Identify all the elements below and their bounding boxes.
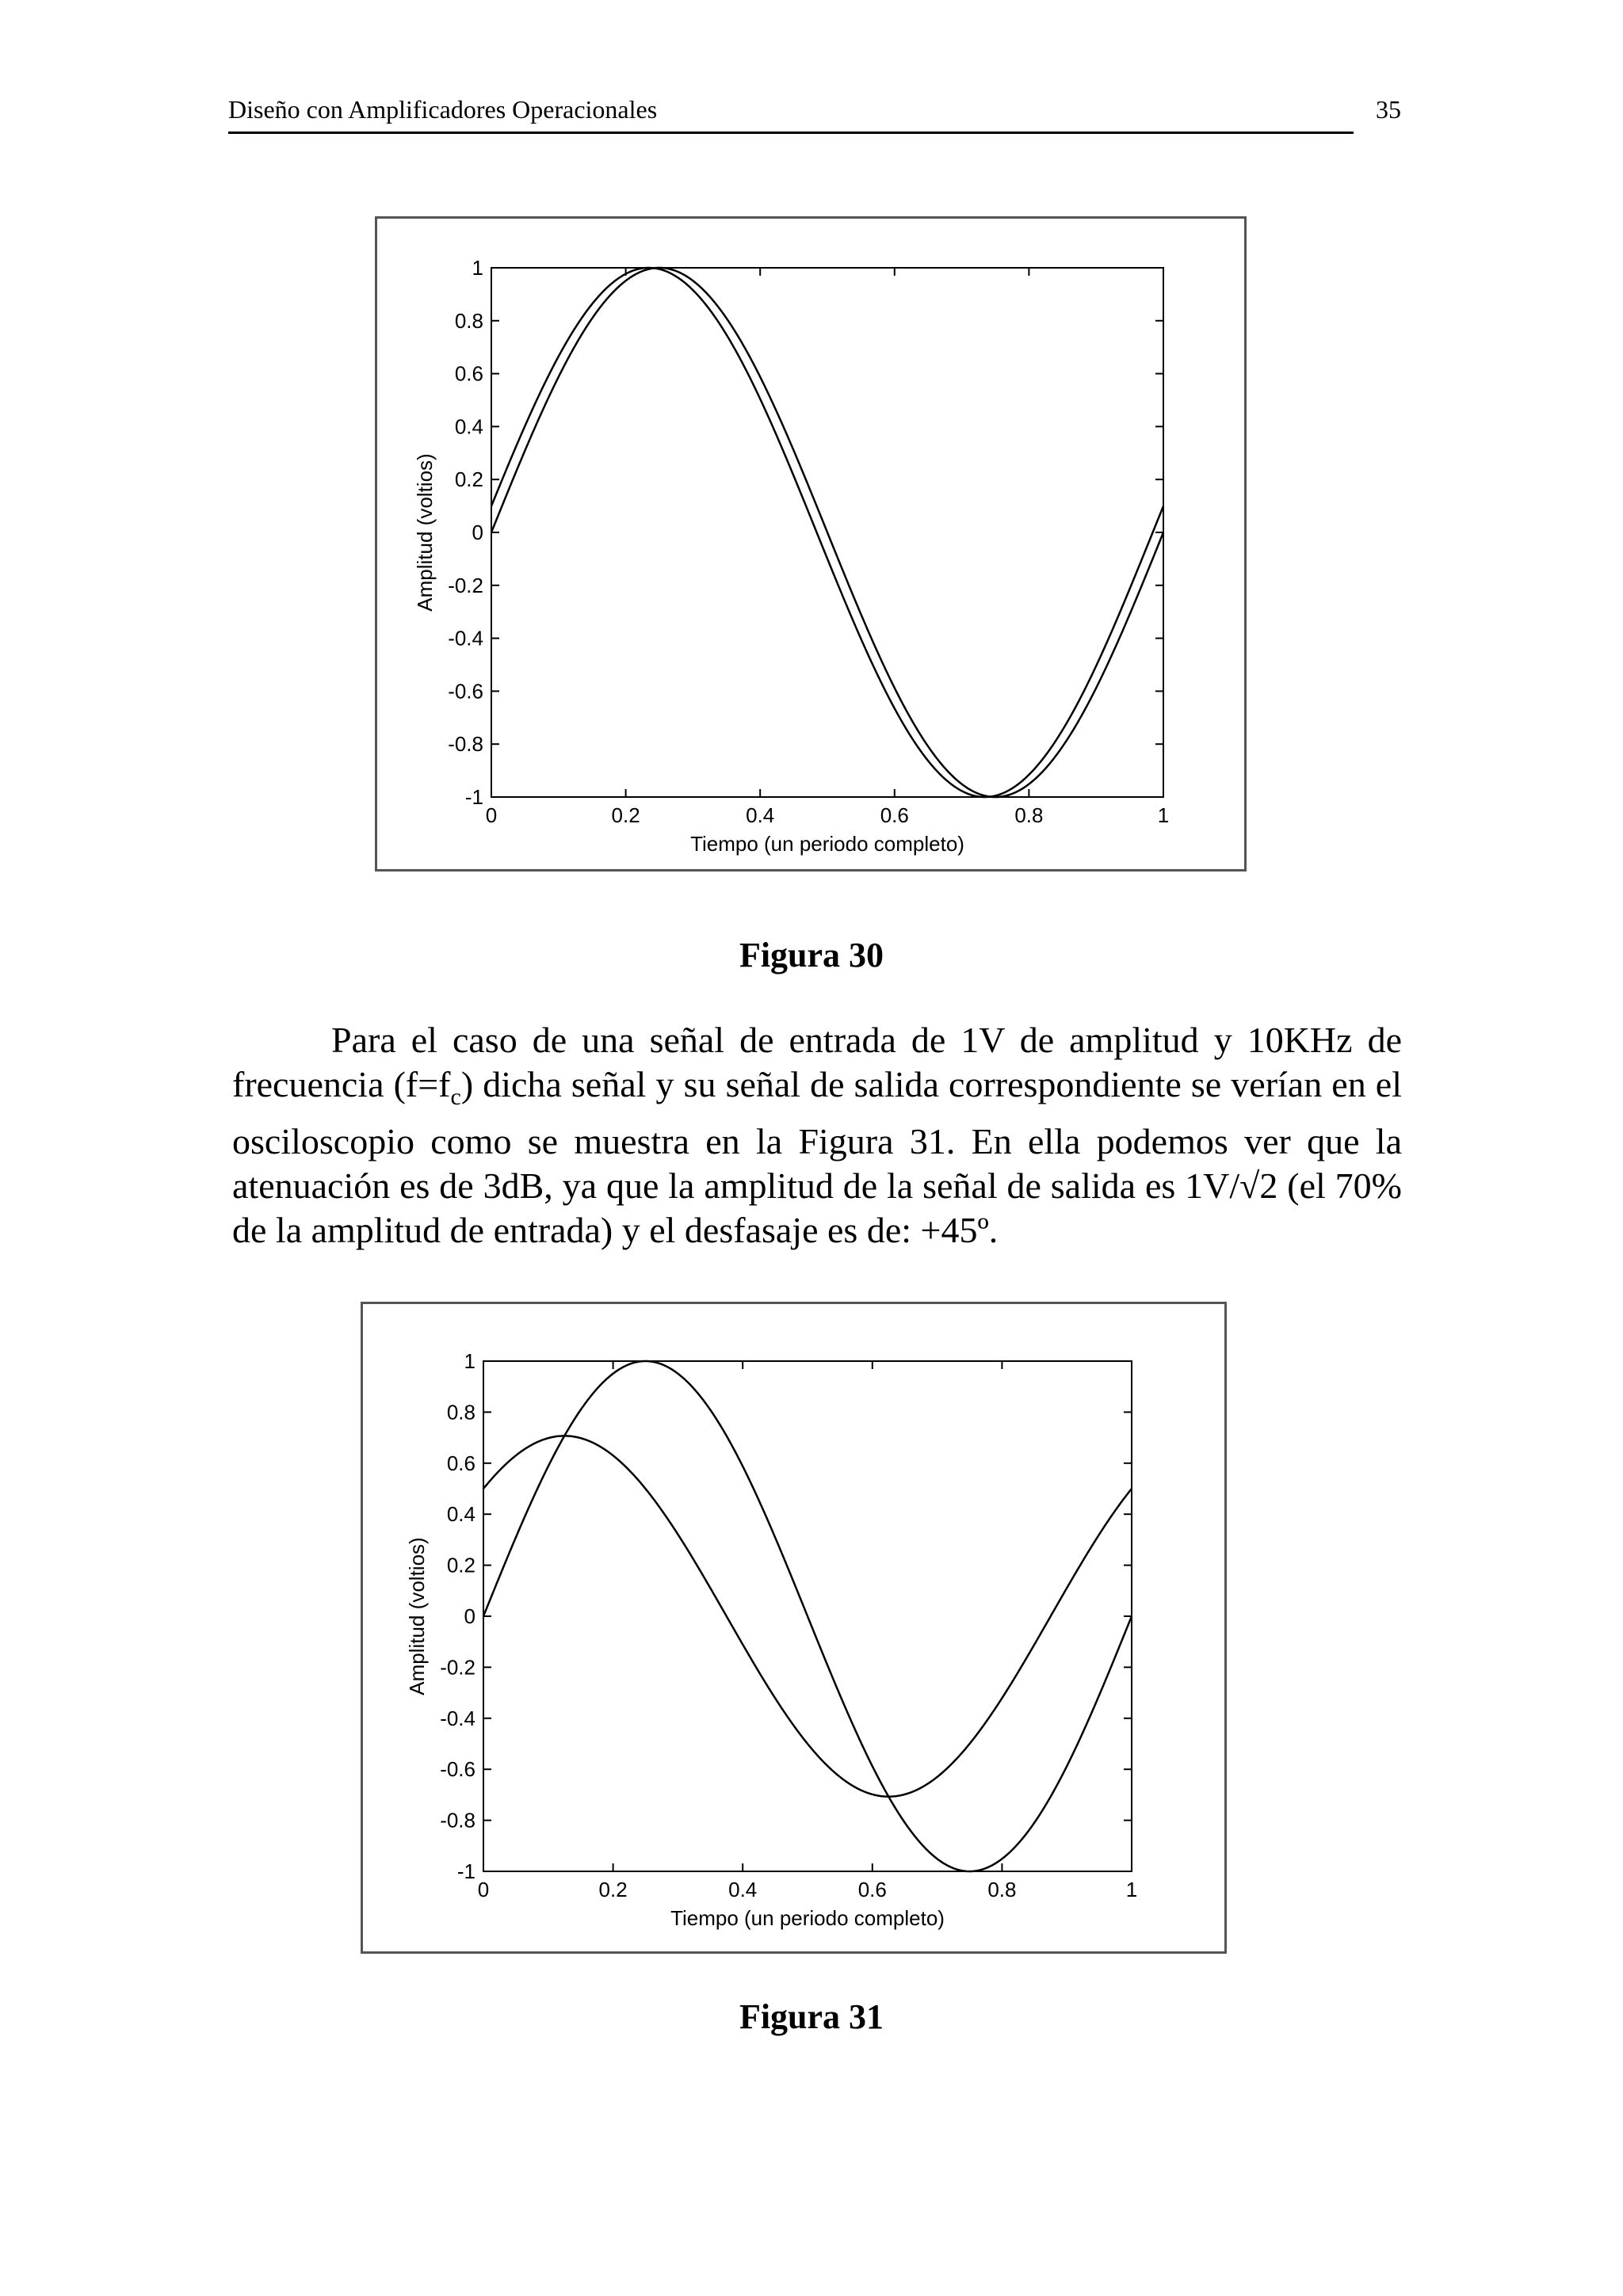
fig31-y-axis-label: Amplitud (voltios) xyxy=(405,1537,429,1695)
fig31-x-tick-label: 0 xyxy=(477,1878,490,1901)
fig30-x-tick-label: 0.2 xyxy=(611,803,640,827)
header-title: Diseño con Amplificadores Operacionales xyxy=(228,95,658,124)
fig30-y-tick-label: 0.6 xyxy=(454,361,483,386)
fig31-x-tick-label: 0.6 xyxy=(857,1878,887,1901)
fig31-x-tick-label: 0.8 xyxy=(987,1878,1017,1901)
figure-30-frame xyxy=(375,216,1247,871)
page-header xyxy=(228,95,1401,135)
fig31-x-tick-label: 1 xyxy=(1125,1878,1138,1901)
fig31-y-tick-label: 0.2 xyxy=(446,1553,475,1577)
figure-31-caption: Figura 31 xyxy=(739,1997,884,2036)
fig30-y-tick-label: -0.4 xyxy=(448,626,483,650)
fig30-x-tick-label: 0 xyxy=(485,803,498,827)
paragraph-part-2: ) dicha señal y su señal de salida correspondiente se verían en el osciloscopio como se muestra en la Figura 31. En ella podemos ver que la atenuación es de 3dB, ya que la amplitud de la señal de salida es 1V/√2 (el 70% de la amplitud de entrada) y el desfasaje es de: +45º. xyxy=(232,1064,1402,1251)
fig30-y-tick-label: 1 xyxy=(472,256,483,280)
fig30-x-tick-label: 0.4 xyxy=(746,803,775,827)
fig30-x-axis-label: Tiempo (un periodo completo) xyxy=(690,832,964,856)
figure-31-frame xyxy=(361,1302,1227,1954)
fig30-y-axis-label: Amplitud (voltios) xyxy=(413,453,437,612)
fig31-y-tick-label: 1 xyxy=(464,1349,475,1373)
paragraph-part-1: Para el caso de una señal de entrada de 1V de amplitud y 10KHz de frecuencia (f=f xyxy=(232,1020,1402,1104)
figure-30-caption: Figura 30 xyxy=(739,936,884,974)
fig31-y-tick-label: -0.8 xyxy=(440,1808,475,1833)
fig31-y-tick-label: 0 xyxy=(464,1604,475,1628)
paragraph-subscript: c xyxy=(450,1084,461,1111)
fig30-y-tick-label: -1 xyxy=(464,785,483,809)
fig31-x-tick-label: 0.2 xyxy=(598,1878,628,1901)
fig30-y-tick-label: -0.6 xyxy=(448,679,483,704)
figure-31-chart xyxy=(363,1304,1229,1956)
fig31-y-tick-label: -0.6 xyxy=(440,1757,475,1782)
fig30-y-tick-label: 0.2 xyxy=(454,467,483,492)
fig31-y-tick-label: -1 xyxy=(456,1859,475,1883)
fig30-y-tick-label: -0.8 xyxy=(448,732,483,757)
fig31-y-tick-label: 0.4 xyxy=(446,1502,475,1527)
fig30-x-tick-label: 1 xyxy=(1157,803,1170,827)
fig30-y-tick-label: 0.8 xyxy=(454,308,483,333)
fig31-y-tick-label: 0.6 xyxy=(446,1451,475,1475)
page-number: 35 xyxy=(1376,95,1401,124)
fig30-y-tick-label: -0.2 xyxy=(448,573,483,597)
figure-30-chart xyxy=(377,219,1249,874)
fig31-y-tick-label: 0.8 xyxy=(446,1400,475,1425)
fig31-x-tick-label: 0.4 xyxy=(728,1878,758,1901)
fig31-x-axis-label: Tiempo (un periodo completo) xyxy=(670,1906,945,1930)
fig30-y-tick-label: 0 xyxy=(472,521,483,544)
fig30-x-tick-label: 0.6 xyxy=(880,803,909,827)
fig30-series-1-line xyxy=(491,268,1163,797)
fig30-y-tick-label: 0.4 xyxy=(454,414,483,439)
fig31-y-tick-label: -0.2 xyxy=(440,1655,475,1680)
fig30-x-tick-label: 0.8 xyxy=(1014,803,1044,827)
header-rule xyxy=(228,132,1354,134)
body-paragraph xyxy=(232,1018,1402,1253)
fig31-y-tick-label: -0.4 xyxy=(440,1706,475,1730)
